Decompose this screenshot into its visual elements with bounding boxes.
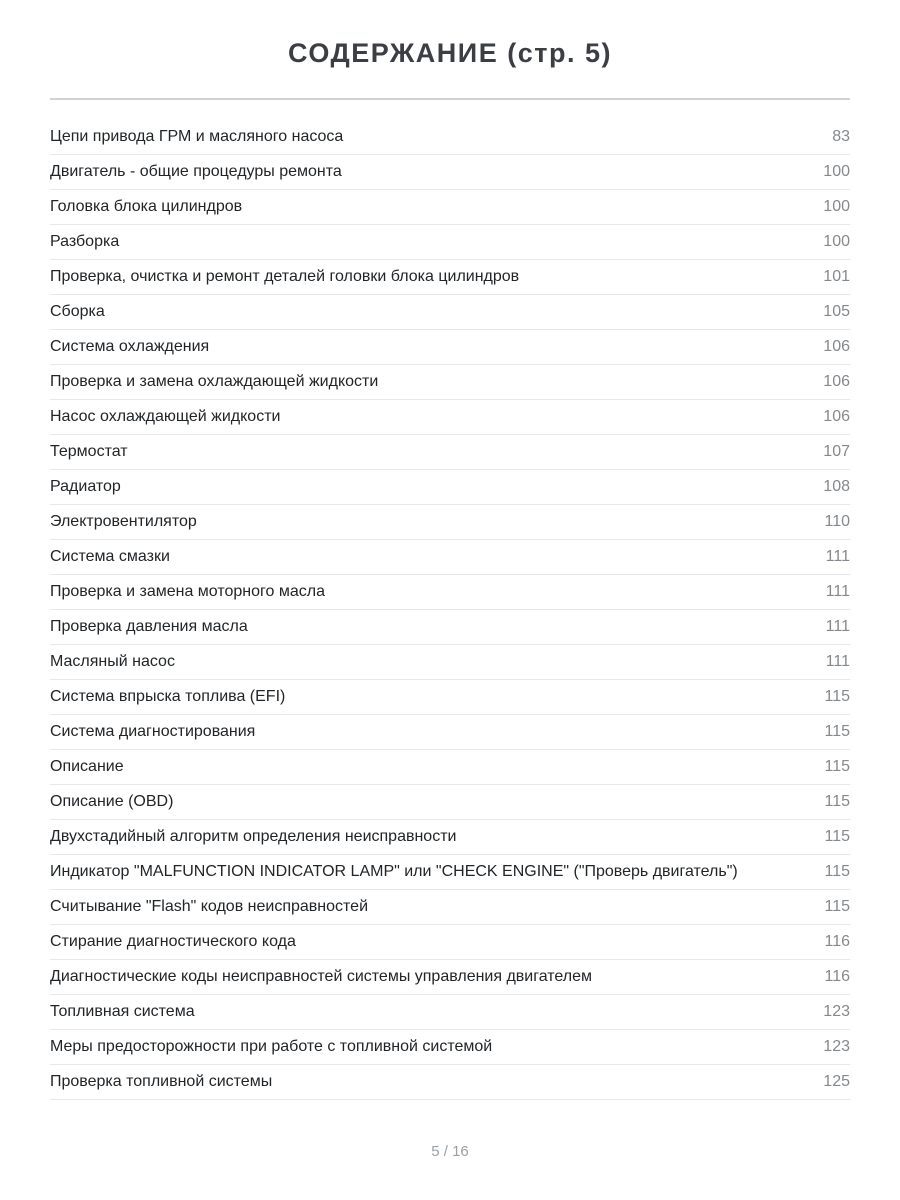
toc-item-title: Топливная система xyxy=(50,1003,195,1020)
toc-row xyxy=(50,505,850,540)
toc-item-title: Проверка топливной системы xyxy=(50,1073,273,1090)
toc-row xyxy=(50,225,850,260)
toc-item-page: 111 xyxy=(825,653,850,670)
toc-item-title: Меры предосторожности при работе с топливной системой xyxy=(50,1038,493,1055)
toc-item-title: Индикатор "MALFUNCTION INDICATOR LAMP" или "CHECK ENGINE" ("Проверь двигатель") xyxy=(50,863,738,880)
toc-item-page: 116 xyxy=(824,933,850,950)
toc-item-title: Проверка и замена моторного масла xyxy=(50,583,325,600)
toc-row xyxy=(50,610,850,645)
toc-item-title: Система диагностирования xyxy=(50,723,256,740)
toc-list xyxy=(50,120,850,1100)
toc-row xyxy=(50,190,850,225)
toc-item-title: Описание xyxy=(50,758,124,775)
page-title: СОДЕРЖАНИЕ (стр. 5) xyxy=(288,38,612,68)
toc-item-title: Система смазки xyxy=(50,548,170,565)
toc-item-title: Система впрыска топлива (EFI) xyxy=(50,688,286,705)
toc-row xyxy=(50,995,850,1030)
toc-item-title: Радиатор xyxy=(50,478,121,495)
toc-item-title: Описание (OBD) xyxy=(50,793,174,810)
toc-item-title: Проверка давления масла xyxy=(50,618,248,635)
toc-item-page: 125 xyxy=(823,1073,850,1090)
toc-row xyxy=(50,120,850,155)
page-indicator: 5 / 16 xyxy=(431,1143,469,1160)
toc-item-title: Насос охлаждающей жидкости xyxy=(50,408,281,425)
toc-row xyxy=(50,680,850,715)
toc-row xyxy=(50,575,850,610)
toc-item-page: 111 xyxy=(825,548,850,565)
toc-row xyxy=(50,820,850,855)
toc-item-page: 111 xyxy=(825,618,850,635)
toc-row xyxy=(50,890,850,925)
toc-item-page: 123 xyxy=(823,1038,850,1055)
toc-item-page: 101 xyxy=(823,268,850,285)
toc-item-page: 115 xyxy=(824,688,850,705)
toc-item-title: Разборка xyxy=(50,233,120,250)
toc-item-title: Проверка и замена охлаждающей жидкости xyxy=(50,373,379,390)
toc-item-page: 100 xyxy=(823,233,850,250)
toc-item-title: Двухстадийный алгоритм определения неисправности xyxy=(50,828,457,845)
toc-item-page: 106 xyxy=(823,408,850,425)
toc-row xyxy=(50,540,850,575)
toc-row xyxy=(50,400,850,435)
toc-item-page: 115 xyxy=(824,828,850,845)
toc-row xyxy=(50,785,850,820)
toc-item-page: 123 xyxy=(823,1003,850,1020)
toc-item-title: Стирание диагностического кода xyxy=(50,933,296,950)
toc-row xyxy=(50,855,850,890)
toc-item-title: Система охлаждения xyxy=(50,338,210,355)
toc-row xyxy=(50,435,850,470)
toc-item-page: 115 xyxy=(824,723,850,740)
toc-item-page: 105 xyxy=(823,303,850,320)
toc-row xyxy=(50,925,850,960)
toc-item-page: 116 xyxy=(824,968,850,985)
toc-item-page: 106 xyxy=(823,373,850,390)
toc-item-page: 111 xyxy=(825,583,850,600)
toc-item-title: Масляный насос xyxy=(50,653,175,670)
toc-row xyxy=(50,365,850,400)
toc-item-title: Диагностические коды неисправностей системы управления двигателем xyxy=(50,968,593,985)
toc-item-page: 115 xyxy=(824,863,850,880)
toc-row xyxy=(50,155,850,190)
toc-item-page: 100 xyxy=(823,198,850,215)
toc-item-title: Считывание "Flash" кодов неисправностей xyxy=(50,898,368,915)
toc-row xyxy=(50,1030,850,1065)
toc-item-page: 106 xyxy=(823,338,850,355)
toc-item-title: Сборка xyxy=(50,303,105,320)
toc-item-page: 115 xyxy=(824,793,850,810)
toc-row xyxy=(50,960,850,995)
toc-item-title: Термостат xyxy=(50,443,128,460)
toc-item-page: 83 xyxy=(832,128,850,145)
toc-item-page: 115 xyxy=(824,898,850,915)
toc-item-title: Электровентилятор xyxy=(50,513,197,530)
toc-item-title: Головка блока цилиндров xyxy=(50,198,243,215)
toc-item-title: Проверка, очистка и ремонт деталей головки блока цилиндров xyxy=(50,268,520,285)
toc-row xyxy=(50,750,850,785)
toc-row xyxy=(50,1065,850,1100)
toc-item-page: 108 xyxy=(823,478,850,495)
toc-item-page: 115 xyxy=(824,758,850,775)
toc-item-page: 110 xyxy=(824,513,850,530)
toc-row xyxy=(50,645,850,680)
toc-item-page: 100 xyxy=(823,163,850,180)
toc-row xyxy=(50,295,850,330)
toc-item-title: Двигатель - общие процедуры ремонта xyxy=(50,163,342,180)
toc-row xyxy=(50,260,850,295)
toc-row xyxy=(50,470,850,505)
toc-row xyxy=(50,330,850,365)
toc-row xyxy=(50,715,850,750)
title-divider xyxy=(50,98,850,100)
toc-item-page: 107 xyxy=(823,443,850,460)
toc-item-title: Цепи привода ГРМ и масляного насоса xyxy=(50,128,344,145)
